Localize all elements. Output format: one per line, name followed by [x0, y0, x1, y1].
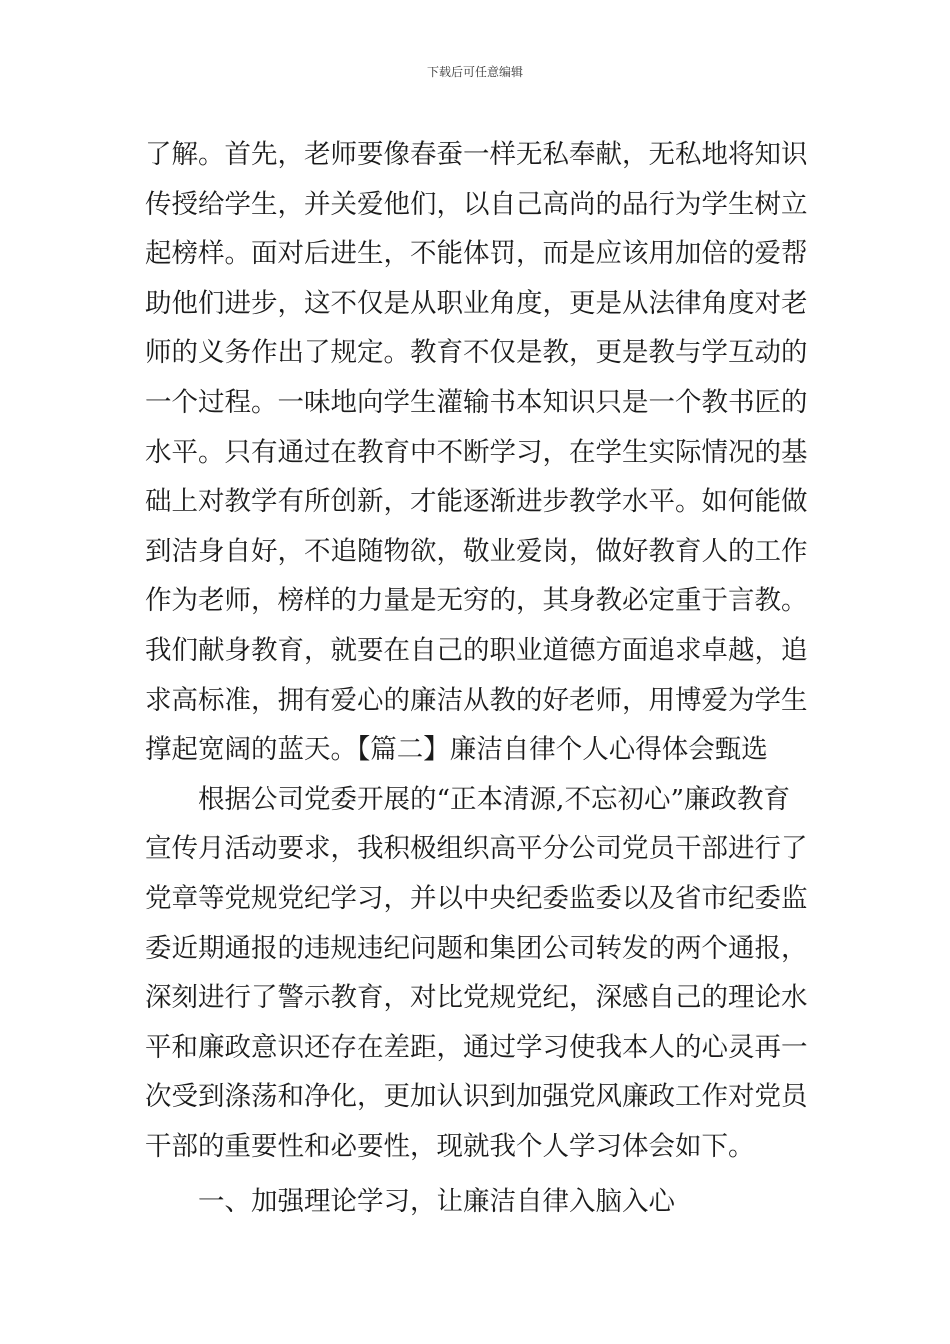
text-line: 水平。只有通过在教育中不断学习，在学生实际情况的基: [145, 436, 808, 468]
text-line: 传授给学生，并关爱他们，以自己高尚的品行为学生树立: [145, 188, 808, 220]
page-header-note: 下载后可任意编辑: [426, 65, 523, 79]
text-line: 求高标准，拥有爱心的廉洁从教的好老师，用博爱为学生: [145, 684, 808, 716]
section-heading: 一、加强理论学习，让廉洁自律入脑入心: [198, 1186, 675, 1218]
text-line: 党章等党规党纪学习，并以中央纪委监委以及省市纪委监: [145, 882, 808, 914]
text-line: 深刻进行了警示教育，对比党规党纪，深感自己的理论水: [145, 982, 808, 1014]
document-body: [145, 130, 810, 1227]
text-line: 到洁身自好，不追随物欲，敬业爱岗，做好教育人的工作: [145, 535, 808, 567]
text-line: 础上对教学有所创新，才能逐渐进步教学水平。如何能做: [145, 486, 808, 518]
text-line: 我们献身教育，就要在自己的职业道德方面追求卓越，追: [145, 634, 808, 666]
text-line: 起榜样。面对后进生，不能体罚，而是应该用加倍的爱帮: [145, 238, 808, 270]
text-line: 次受到涤荡和净化，更加认识到加强党风廉政工作对党员: [145, 1081, 808, 1113]
text-line: 平和廉政意识还存在差距，通过学习使我本人的心灵再一: [145, 1031, 808, 1063]
text-line: 助他们进步，这不仅是从职业角度，更是从法律角度对老: [145, 287, 808, 319]
text-line: 干部的重要性和必要性，现就我个人学习体会如下。: [145, 1130, 755, 1162]
text-line: 师的义务作出了规定。教育不仅是教，更是教与学互动的: [145, 337, 808, 369]
text-line: 宣传月活动要求，我积极组织高平分公司党员干部进行了: [145, 833, 808, 865]
text-line: 一个过程。一味地向学生灌输书本知识只是一个教书匠的: [145, 386, 808, 418]
text-line: 撑起宽阔的蓝天。【篇二】廉洁自律个人心得体会甄选: [145, 734, 768, 766]
text-line: 作为老师，榜样的力量是无穷的，其身教必定重于言教。: [145, 585, 808, 617]
text-line: 委近期通报的违规违纪问题和集团公司转发的两个通报，: [145, 932, 808, 964]
paragraph-start-line: 根据公司党委开展的“正本清源,不忘初心”廉政教育: [198, 783, 791, 815]
text-line: 了解。首先，老师要像春蚕一样无私奉献，无私地将知识: [145, 139, 808, 170]
